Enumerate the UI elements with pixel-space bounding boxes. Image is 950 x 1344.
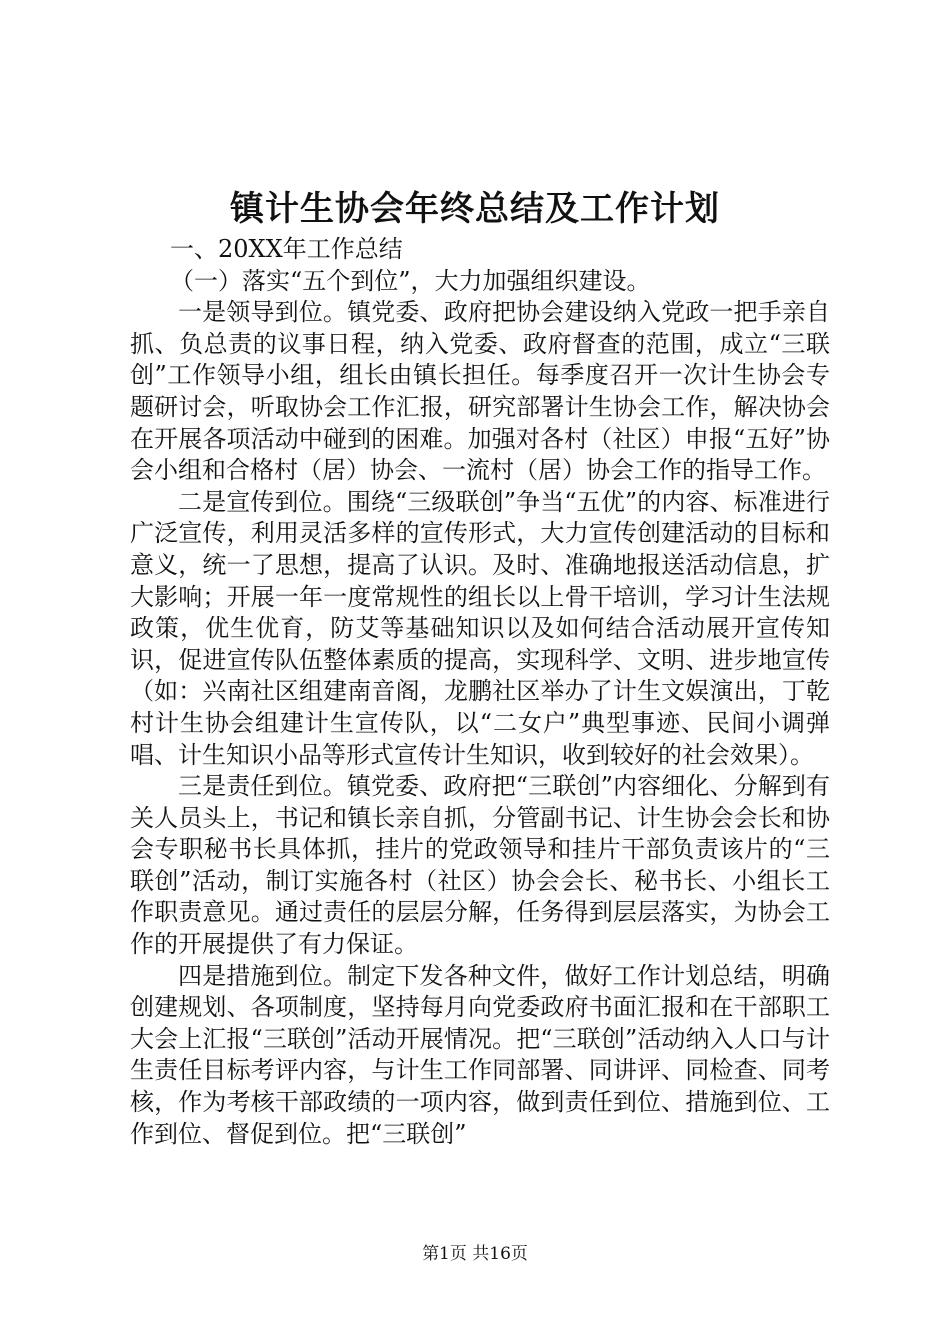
paragraph-leadership: 一是领导到位。镇党委、政府把协会建设纳入党政一把手亲自抓、负总责的议事日程，纳入党委、政府督查的范围，成立“三联创”工作领导小组，组长由镇长担任。每季度召开一次计生协会专题研讨会，听取协会工作汇报，研究部署计生协会工作，解决协会在开展各项活动中碰到的困难。加强对各村（社区）申报“五好”协会小组和合格村（居）协会、一流村（居）协会工作的指导工作。	[130, 298, 830, 485]
document-body	[130, 234, 830, 1150]
section-heading: 一、20XX年工作总结	[170, 235, 403, 263]
paragraph-measures: 四是措施到位。制定下发各种文件，做好工作计划总结，明确创建规划、各项制度，坚持每月向党委政府书面汇报和在干部职工大会上汇报“三联创”活动开展情况。把“三联创”活动纳入人口与计生责任目标考评内容，与计生工作同部署、同讲评、同检查、同考核，作为考核干部政绩的一项内容，做到责任到位、措施到位、工作到位、督促到位。把“三联创”	[130, 961, 830, 1148]
page-number-footer: 第1页 共16页	[422, 1244, 528, 1264]
paragraph-publicity: 二是宣传到位。围绕“三级联创”争当“五优”的内容、标准进行广泛宣传，利用灵活多样的宣传形式，大力宣传创建活动的目标和意义，统一了思想，提高了认识。及时、准确地报送活动信息，扩大影响；开展一年一度常规性的组长以上骨干培训，学习计生法规政策，优生优育，防艾等基础知识以及如何结合活动展开宣传知识，促进宣传队伍整体素质的提高，实现科学、文明、进步地宣传（如：兴南社区组建南音阁，龙鹏社区举办了计生文娱演出，丁乾村计生协会组建计生宣传队，以“二女户”典型事迹、民间小调弹唱、计生知识小品等形式宣传计生知识，收到较好的社会效果）。	[130, 487, 830, 769]
paragraph-responsibility: 三是责任到位。镇党委、政府把“三联创”内容细化、分解到有关人员头上，书记和镇长亲自抓，分管副书记、计生协会会长和协会专职秘书长具体抓，挂片的党政领导和挂片干部负责该片的“三联创”活动，制订实施各村（社区）协会会长、秘书长、小组长工作职责意见。通过责任的层层分解，任务得到层层落实，为协会工作的开展提供了有力保证。	[130, 772, 830, 959]
document-title: 镇计生协会年终总结及工作计划	[230, 189, 720, 229]
subsection-heading: （一）落实“五个到位”，大力加强组织建设。	[170, 266, 651, 295]
